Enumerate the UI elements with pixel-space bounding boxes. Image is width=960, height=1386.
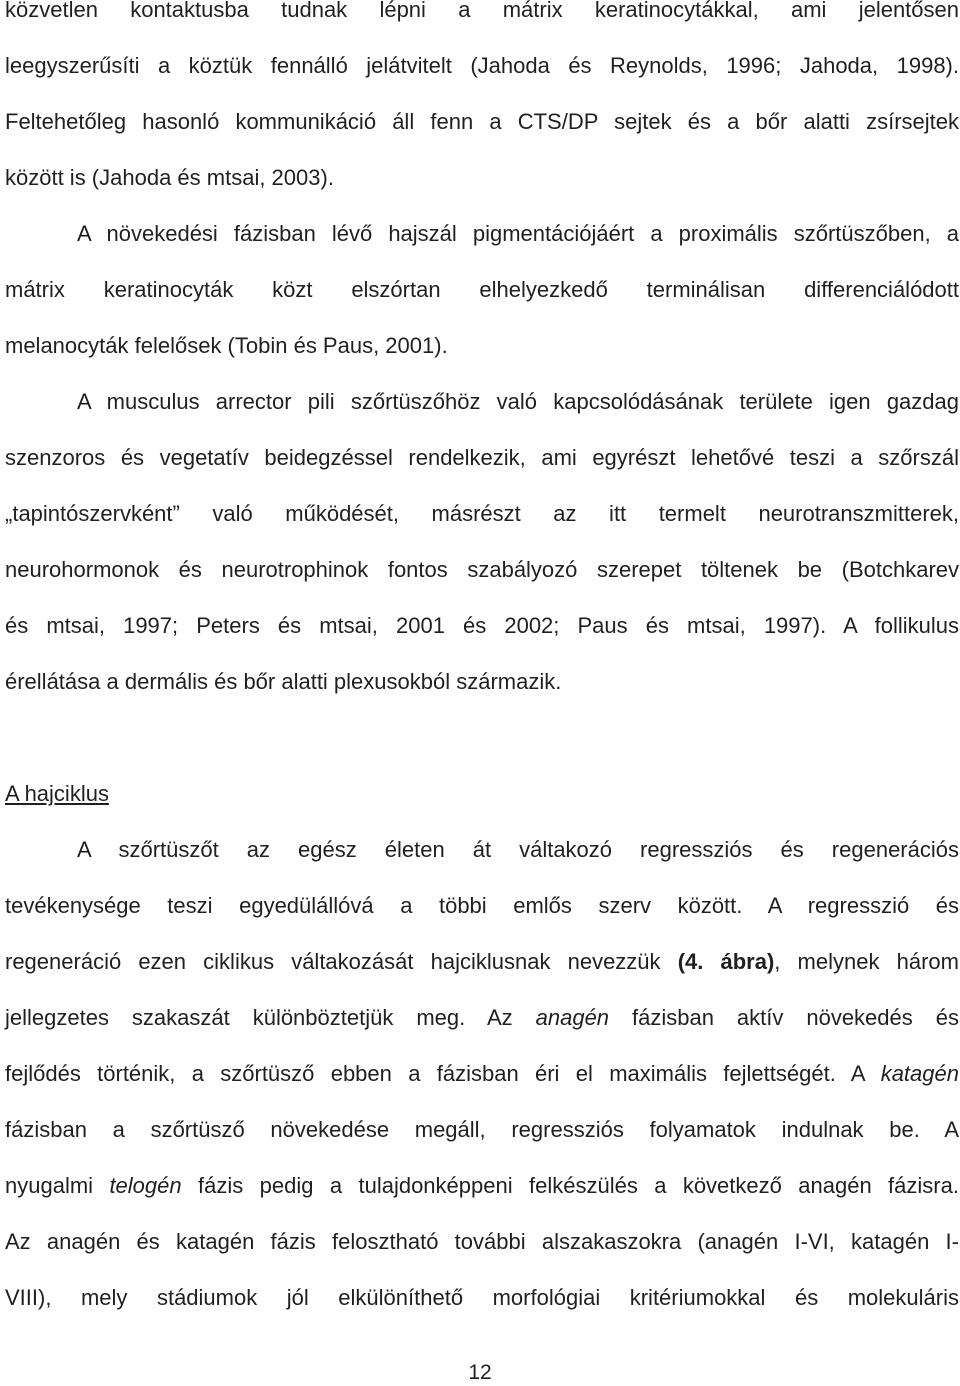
paragraph-line bbox=[5, 948, 959, 976]
paragraph-line bbox=[5, 1060, 959, 1088]
paragraph-line: melanocyták felelősek (Tobin és Paus, 2001). bbox=[5, 333, 448, 358]
paragraph-line: VIII), mely stádiumok jól elkülöníthető morfológiai kritériumokkal és molekuláris bbox=[5, 1285, 959, 1310]
paragraph-line bbox=[5, 1172, 959, 1200]
text-run: fejlődés történik, a szőrtüsző ebben a fázisban éri el maximális fejlettségét. A bbox=[5, 1061, 865, 1086]
paragraph-line: fázisban a szőrtüsző növekedése megáll, regressziós folyamatok indulnak be. A bbox=[5, 1117, 959, 1142]
paragraph-line: „tapintószervként” való működését, másrészt az itt termelt neurotranszmitterek, bbox=[5, 501, 959, 526]
paragraph-line: A musculus arrector pili szőrtüszőhöz való kapcsolódásának területe igen gazdag bbox=[77, 389, 959, 414]
section-heading-wrap bbox=[5, 780, 959, 808]
italic-term: katagén bbox=[880, 1061, 959, 1086]
paragraph-line: érellátása a dermális és bőr alatti plexusokból származik. bbox=[5, 669, 562, 694]
italic-term: telogén bbox=[109, 1173, 182, 1198]
paragraph-line bbox=[5, 1004, 959, 1032]
paragraph-line: A szőrtüszőt az egész életen át váltakozó regressziós és regenerációs bbox=[77, 837, 959, 862]
text-run: fázis pedig a tulajdonképpeni felkészülés a következő anagén fázisra. bbox=[198, 1173, 959, 1198]
paragraph-line: mátrix keratinocyták közt elszórtan elhelyezkedő terminálisan differenciálódott bbox=[5, 277, 959, 302]
text-run: , melynek három bbox=[774, 949, 959, 974]
text-run: regeneráció ezen ciklikus váltakozását hajciklusnak nevezzük bbox=[5, 949, 661, 974]
paragraph-line: leegyszerűsíti a köztük fennálló jelátvitelt (Jahoda és Reynolds, 1996; Jahoda, 1998). bbox=[5, 53, 959, 78]
paragraph-line: tevékenysége teszi egyedülállóvá a többi emlős szerv között. A regresszió és bbox=[5, 893, 959, 918]
paragraph-line: és mtsai, 1997; Peters és mtsai, 2001 és 2002; Paus és mtsai, 1997). A follikulus bbox=[5, 613, 959, 638]
paragraph-line: között is (Jahoda és mtsai, 2003). bbox=[5, 165, 334, 190]
paragraph-line: A növekedési fázisban lévő hajszál pigmentációjáért a proximális szőrtüszőben, a bbox=[77, 221, 959, 246]
paragraph-line: Az anagén és katagén fázis felosztható további alszakaszokra (anagén I-VI, katagén I- bbox=[5, 1229, 959, 1254]
text-run: nyugalmi bbox=[5, 1173, 94, 1198]
section-heading: A hajciklus bbox=[5, 781, 109, 806]
figure-reference: (4. ábra) bbox=[677, 949, 775, 974]
paragraph-line: neurohormonok és neurotrophinok fontos szabályozó szerepet töltenek be (Botchkarev bbox=[5, 557, 959, 582]
page-number: 12 bbox=[468, 1361, 492, 1384]
italic-term: anagén bbox=[535, 1005, 610, 1030]
paragraph-line: Feltehetőleg hasonló kommunikáció áll fenn a CTS/DP sejtek és a bőr alatti zsírsejtek bbox=[5, 109, 959, 134]
paragraph-line: közvetlen kontaktusba tudnak lépni a mátrix keratinocytákkal, ami jelentősen bbox=[5, 0, 959, 22]
text-run: fázisban aktív növekedés és bbox=[632, 1005, 959, 1030]
paragraph-line: szenzoros és vegetatív beidegzéssel rendelkezik, ami egyrészt lehetővé teszi a szőrszál bbox=[5, 445, 959, 470]
text-run: jellegzetes szakaszát különböztetjük meg. Az bbox=[5, 1005, 513, 1030]
